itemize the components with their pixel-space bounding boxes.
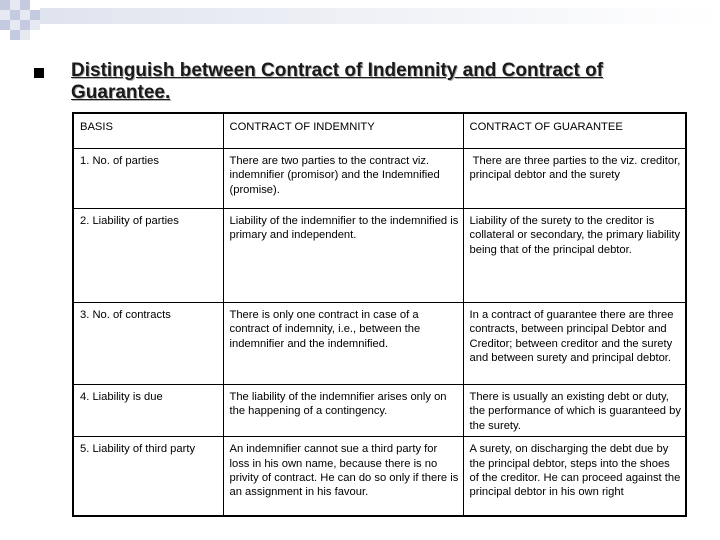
header-basis: BASIS [73,113,223,149]
table-header-row [73,113,686,149]
page-title: Distinguish between Contract of Indemnity and Contract of Guarantee. [71,60,604,103]
bullet-square-icon [34,68,44,78]
guarantee-cell: There are three parties to the viz. creditor, principal debtor and the surety [463,149,686,209]
guarantee-cell: Liability of the surety to the creditor is collateral or secondary, the primary liability being that of the principal debtor. [463,209,686,303]
indemnity-cell: Liability of the indemnifier to the indemnified is primary and independent. [223,209,463,303]
guarantee-cell: In a contract of guarantee there are three contracts, between principal Debtor and Creditor; between creditor and the surety and between surety and principal debtor. [463,303,686,385]
table-row [73,149,686,209]
basis-cell: 4. Liability is due [73,385,223,437]
indemnity-cell: The liability of the indemnifier arises only on the happening of a contingency. [223,385,463,437]
table-row [73,209,686,303]
indemnity-cell: There is only one contract in case of a contract of indemnity, i.e., between the indemnifier and the indemnified. [223,303,463,385]
guarantee-cell: There is usually an existing debt or duty, the performance of which is guaranteed by the surety. [463,385,686,437]
indemnity-cell: There are two parties to the contract viz. indemnifier (promisor) and the Indemnified (promise). [223,149,463,209]
header-contract-of-guarantee: CONTRACT OF GUARANTEE [463,113,686,149]
table-row [73,385,686,437]
indemnity-cell: An indemnifier cannot sue a third party for loss in his own name, because there is no privity of contract. He can do so only if there is an assignment in his favour. [223,437,463,516]
table-row [73,303,686,385]
basis-cell: 5. Liability of third party [73,437,223,516]
comparison-table [72,112,687,517]
table-row [73,437,686,516]
basis-cell: 3. No. of contracts [73,303,223,385]
header-contract-of-indemnity: CONTRACT OF INDEMNITY [223,113,463,149]
basis-cell: 2. Liability of parties [73,209,223,303]
basis-cell: 1. No. of parties [73,149,223,209]
decorative-header-squares [0,0,720,50]
guarantee-cell: A surety, on discharging the debt due by the principal debtor, steps into the shoes of the creditor. He can proceed against the principal debtor in his own right [463,437,686,516]
